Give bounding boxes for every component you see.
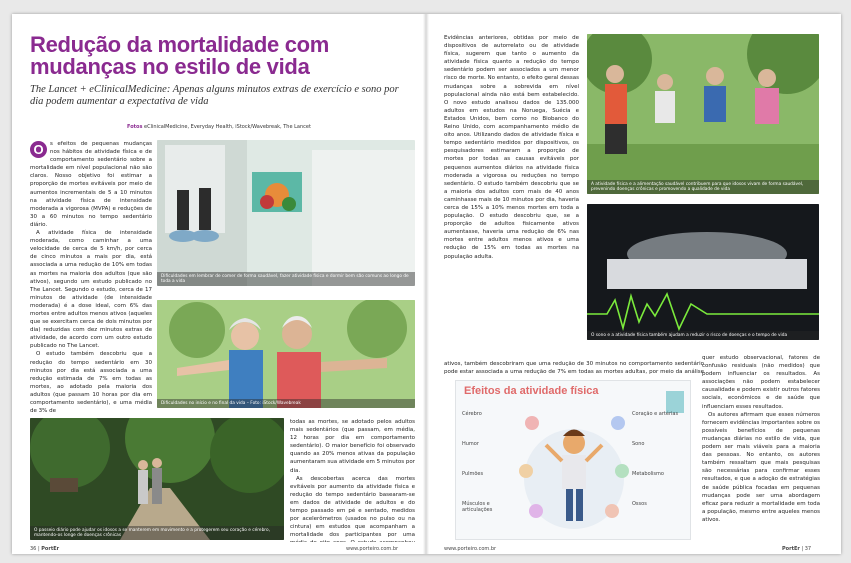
drop-cap: O xyxy=(30,141,47,158)
senior-couple-illustration xyxy=(157,300,415,408)
footer-left-url: www.porteiro.com.br xyxy=(346,546,399,552)
caption-sleep: O sono e a atividade física também ajudam a reduzir o risco de doenças e o tempo de vida xyxy=(587,331,819,340)
infographic-item: Metabolismo xyxy=(632,471,664,477)
seniors-exercise-illustration xyxy=(587,34,819,194)
text-column-3: Evidências anteriores, obtidas por meio de dispositivos de autorrelato ou de atividade física, sugerem que tanto o aumento da atividade física quanto a redução do tempo sedentário podem ser associados a um menor risco de morte. No entanto, o efeito geral dessas mudanças sobre a sobrevida em nível populacional ainda não está bem estabelecido. O novo estudo analisou dados de 135.000 adultos em estudos na Noruega, Suécia e Estados Unidos, bem como no Biobanco do Reino Unido, com acompanhamento médio de oito anos. Utilizando dados de atividade física e tempo sedentário medidos por dispositivos, os pesquisadores estimaram a proporção de mortes por todas as causas evitáveis por pequenos aumentos diários na atividade física moderada a vigorosa ou reduções no tempo sedentário. O estudo também descobriu que se a maioria dos adultos com mais de 40 anos caminhasse mais de 10 minutos por dia, haveria cerca de 15% a 10% menos mortes em toda a população. O estudo descobriu que, se a proporção de adultos fisicamente ativos aumentasse, haveria uma redução de 6% nas mortes entre adultos menos ativos e uma redução de 15% em todas as mortes na população adulta. xyxy=(444,35,579,260)
caption-park-walk: O passeio diário pode ajudar os idosos a se manterem em movimento e a protegerem seu coração e cérebro, mantendo-os longe de doenças crônicas xyxy=(30,526,284,540)
magazine-name-right: PortEr xyxy=(782,546,800,552)
infographic-physical-activity xyxy=(455,380,691,540)
text-column-2: todas as mortes, se adotado pelos adultos mais sedentários (que passam, em média, 12 horas por dia em comportamento sedentário). O maior benefício foi observado quando as 20% menos ativas da população aumentaram sua atividade em 5 minutos por dia. As descobertas acerca das mortes evitáveis por aumento da atividade física e redução do tempo sedentário basearam-se em dados de atividade de adultos e do tempo passado em pé e sentado, medidos por acelerômetros (usados no pulso ou na cintura) em estudos que acompanham a mortalidade dos participantes por uma xyxy=(290,419,415,539)
infographic-item: Pulmões xyxy=(462,471,484,477)
text-column-4: ativos, também descobriram que uma redução de 30 minutos no comportamento sedentário pode estar associada a uma redução de 7% em todas as mortes adultas, por meio da análise xyxy=(444,361,704,374)
feet-fruit-illustration xyxy=(157,140,415,286)
text-column-1: O s efeitos de pequenas mudanças nos hábitos de atividade física e de comportamento sedentário sobre a mortalidade em nível populacional não são claros. Nosso objetivo foi estimar a proporção de mortes evitáveis por meio de aumentos incrementais de 5 a 10 minutos na atividade física de intensidade moderada a vigorosa (MVPA) e reduções de 30 a 60 minutos no tempo sedentário diário. A atividade física de intensidade moderada, como caminhar a uma velocidade de cerca de 5 km/h, por cerca de cinco minutos a mais por dia, está associada a uma redução de 10% em todas as mortes na maioria dos adultos (que são ativos), segundo um estudo publicado no The Lancet. Segundo o estudo, cerca de 17 minutos de atividade (de intensidade moderada) é a dose ideal, com 6% das mortes entre adultos menos ativos (aqueles que se exercitam cerca de dois minutos por dia) reduzidas com dez minutos extras de atividade, de acordo com um outro estudo publicado no The Lancet. O estudo também descobriu que a redução do tempo sedentário em 30 minutos por dia está associada a uma redução estimada de 7% em todas as mortes, ao adotado pela maioria dos adultos (que passam 10 horas por dia em comportamento sedentário), e uma média de 3% de xyxy=(30,141,152,415)
infographic-item: Coração e artérias xyxy=(632,411,679,417)
infographic-item: Músculos e articulações xyxy=(462,501,493,513)
infographic-item: Ossos xyxy=(632,501,647,507)
infographic-item: Humor xyxy=(462,441,479,447)
text-column-5: quer estudo observacional, fatores de confusão residuais (não medidos) que podem influenciar os resultados. As associações não podem estabelecer causalidade e podem existir outros fatores sociais, econômicos e de saúde que influenciam esses resultados. Os autores afirmam que esses números fornecem evidências importantes sobre os possíveis benefícios de pequenas mudanças diárias no estilo de vida, que podem ser mais viáveis para a maioria das pessoas. No entanto, os autores também ressaltam que mais pesquisas são necessárias para confirmar esses resultados, e que a adoção de estratégias de saúde pública focadas em pequenas mudanças pode ser uma abordagem eficaz para reduzir a mortalidade em toda a população, mesmo entre aqueles menos ativos. xyxy=(702,355,820,523)
photo-seniors-exercise xyxy=(587,34,819,194)
park-walk-illustration xyxy=(30,418,284,540)
page-gutter xyxy=(423,14,429,554)
photo-credits: Fotos eClinicalMedicine, Everyday Health, iStock/Wavebreak, The Lancet xyxy=(127,124,311,130)
photo-senior-couple xyxy=(157,300,415,408)
caption-senior-couple: Dificuldades no início e no final da vida – Foto: iStock/Wavebreak xyxy=(157,399,415,408)
page-number-left: 36 xyxy=(30,546,37,552)
footer-right-url: www.porteiro.com.br xyxy=(444,546,497,552)
infographic-item: Sono xyxy=(632,441,645,447)
photo-feet-fruit xyxy=(157,140,415,286)
magazine-name-left: PortEr xyxy=(41,546,60,552)
caption-seniors-exercise: A atividade física e a alimentação saudável contribuem para que idosos vivam de forma saudável, prevenindo doenças crônicas e promovendo a qualidade de vida xyxy=(587,180,819,194)
infographic-right-list xyxy=(632,411,688,507)
photo-park-walk xyxy=(30,418,284,540)
sleep-illustration xyxy=(587,204,819,340)
photo-sleep xyxy=(587,204,819,340)
infographic-left-list xyxy=(462,411,518,513)
footer-right: PortEr | 37 xyxy=(782,546,812,552)
page-number-right: 37 xyxy=(804,546,812,552)
infographic-item: Cérebro xyxy=(462,411,482,417)
footer-left: 36 | PortEr xyxy=(30,546,60,552)
article-subtitle: The Lancet + eClinicalMedicine: Apenas alguns minutos extras de exercício e sono por dia podem aumentar a expectativa de vida xyxy=(30,84,399,107)
magazine-spread xyxy=(12,14,841,554)
caption-feet-fruit: Dificuldades em lembrar de comer de forma saudável, fazer atividade física e dormir bem são comuns ao longo de toda a vida xyxy=(157,272,415,286)
article-title: Redução da mortalidade com mudanças no estilo de vida xyxy=(30,32,330,79)
infographic-title: Efeitos da atividade física xyxy=(464,385,599,397)
